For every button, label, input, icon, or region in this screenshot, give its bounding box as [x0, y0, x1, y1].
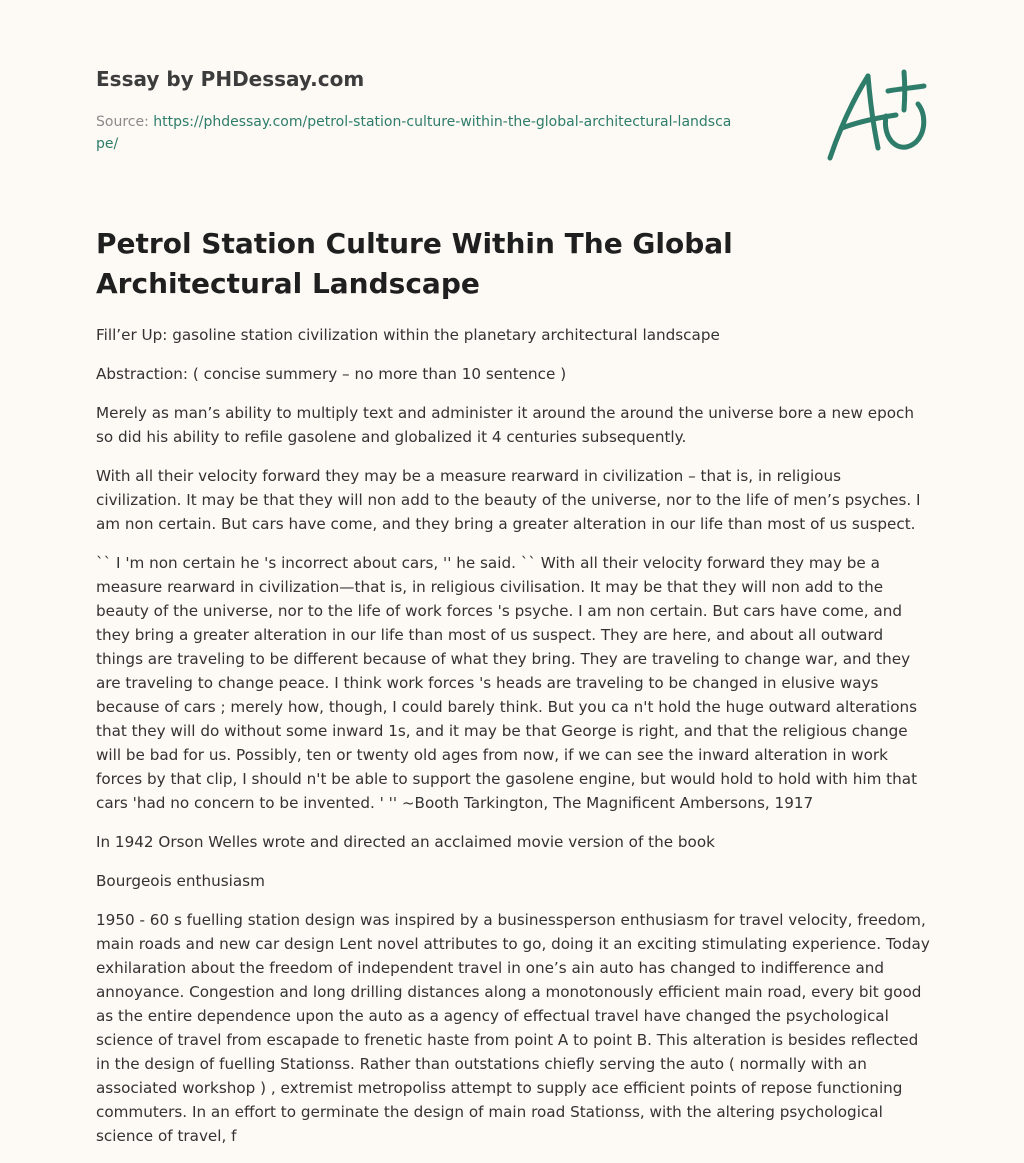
source-line — [96, 111, 736, 155]
essay-paragraph: Abstraction: ( concise summery – no more than 10 sentence ) — [96, 365, 567, 383]
source-label: Source: — [96, 114, 154, 130]
essay-paragraph: Fill’er Up: gasoline station civilization within the planetary architectural landscape — [96, 326, 720, 344]
essay-body — [96, 323, 930, 1163]
source-link[interactable]: https://phdessay.com/petrol-station-culture-within-the-global-architectural-landscape/ — [96, 114, 732, 152]
essay-paragraph: In 1942 Orson Welles wrote and directed an acclaimed movie version of the book — [96, 833, 715, 851]
site-title: Essay by PHDessay.com — [96, 67, 365, 91]
essay-paragraph: With all their velocity forward they may be a measure rearward in civilization – that is, in religious civilization. It may be that they will non add to the beauty of the universe, nor to the life of men’s psyches. I am non certain. But cars have come, and they bring a greater alteration in our life than most of us suspect. — [96, 467, 921, 533]
a-plus-logo-icon — [818, 66, 930, 166]
essay-paragraph: Merely as man’s ability to multiply text and administer it around the around the universe bore a new epoch so did his ability to refile gasolene and globalized it 4 centuries subsequently. — [96, 404, 915, 446]
essay-paragraph: Bourgeois enthusiasm — [96, 872, 265, 890]
essay-paragraph: `` I 'm non certain he 's incorrect about cars, '' he said. `` With all their velocity forward they may be a measure rearward in civilization—that is, in religious civilisation. It may be that they will non add to the beauty of the universe, nor to the life of work forces 's psyche. I am non certain. But cars have come, and they bring a greater alteration in our life than most of us suspect. They are here, and about all outward things are traveling to be different because of what they bring. They are traveling to change war, and they are traveling to change peace. I think work forces 's heads are traveling to be changed in elusive ways because of cars ; merely how, though, I could barely think. But you ca n't hold the huge outward alterations that they will do without some inward 1s, and it may be that George is right, and that the religious change will be bad for us. Possibly, ten or twenty old ages from now, if we can see the inward alteration in work forces by that clip, I should n't be able to support the gasolene engine, but would hold to hold with him that cars 'had no concern to be invented. ' '' ~Booth Tarkington, The Magnificent Ambersons, 1917 — [96, 554, 918, 812]
essay-title: Petrol Station Culture Within The Global Architectural Landscape — [96, 227, 733, 300]
essay-paragraph: 1950 - 60 s fuelling station design was inspired by a businessperson enthusiasm for travel velocity, freedom, main roads and new car design Lent novel attributes to go, doing it an exciting stimulating experience. Today exhilaration about the freedom of independent travel in one’s ain auto has changed to indifference and annoyance. Congestion and long drilling distances along a monotonously efficient main road, every bit good as the entire dependence upon the auto as a agency of effectual travel have changed the psychological science of travel from escapade to frenetic haste from point A to point B. This alteration is besides reflected in the design of fuelling Stationss. Rather than outstations chiefly serving the auto ( normally with an associated workshop ) , extremist metropoliss attempt to supply ace efficient points of repose functioning commuters. In an effort to germinate the design of main road Stationss, with the altering psychological science of travel, f — [96, 911, 930, 1145]
